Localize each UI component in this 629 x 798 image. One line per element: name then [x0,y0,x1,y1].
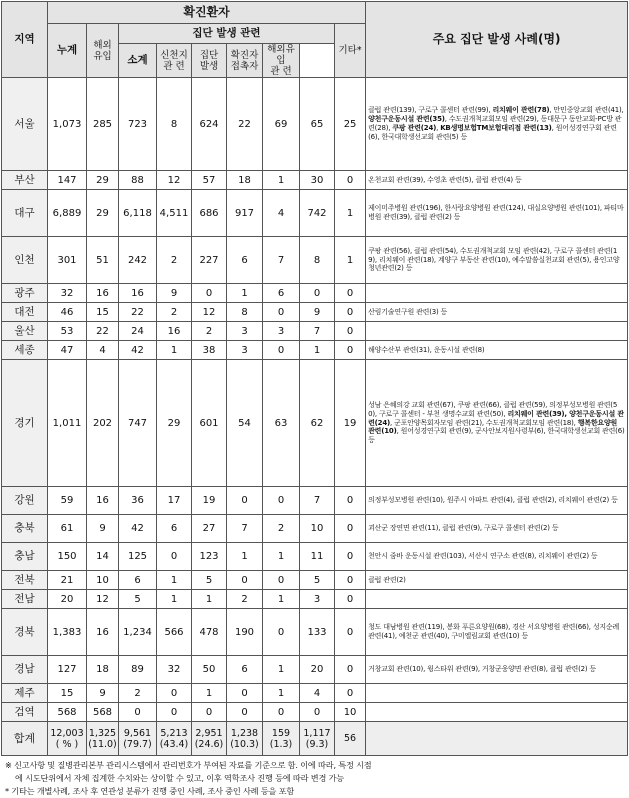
case-segment: , 군포안양목회자모임 관련(21), 수도권개척교회모임 관련(18), [390,418,578,427]
shincheonji-cell: 9 [157,284,192,303]
case-segment-bold: 행복한요양원 관련(10) [368,418,618,436]
case-segment: 의정부성모병원 관련(10), 원주시 아파트 관련(4), 클럽 관련(2), 리치웨이 관련(2) 등 [368,496,618,505]
other-cell: 133 [300,609,335,656]
total-cell: 301 [48,237,87,284]
overseas-cell: 29 [87,190,119,237]
subtotal-cell: 22 [119,303,157,322]
cases-cell [366,656,628,684]
shincheonji-cell: 1 [157,571,192,590]
subtotal-cell: 24 [119,322,157,341]
header-other: 기타* [335,24,366,78]
overseas-rel-cell: 6 [263,284,300,303]
region-cell: 충남 [2,543,48,571]
case-segment: , [436,124,441,132]
contact-cell: 0 [227,703,263,722]
other-cell: 7 [300,322,335,341]
subtotal-cell: 723 [119,78,157,171]
table-row [2,609,628,656]
case-segment: 클럽 관련(2) [368,575,406,584]
overseas-cell: 29 [87,171,119,190]
table-row [2,360,628,487]
cases-cell [366,341,628,360]
overseas-rel-cell: 0 [263,341,300,360]
contact-cell: 8 [227,303,263,322]
group-cell: 123 [192,543,227,571]
case-segment: , 원어성경연구회 관련(6), 한국대학생선교회 관련(5) 등 [368,124,617,141]
new-cell: 0 [335,487,366,515]
contact-cell: 0 [227,684,263,703]
group-cell: 1 [192,590,227,609]
region-cell: 인천 [2,237,48,284]
total-cell: 47 [48,341,87,360]
subtotal-cell: 6,118 [119,190,157,237]
other-cell: 1 [300,341,335,360]
cases-cell [366,78,628,171]
overseas-cell: 9 [87,684,119,703]
overseas-cell: 15 [87,303,119,322]
new-cell: 0 [335,303,366,322]
new-cell: 0 [335,684,366,703]
case-segment: , 만민중앙교회 관련(41), [549,106,624,115]
other-cell: 8 [300,237,335,284]
group-cell: 5 [192,571,227,590]
overseas-cell: 12 [87,590,119,609]
total-label: 합계 [2,722,48,756]
cases-cell [366,487,628,515]
new-cell: 1 [335,237,366,284]
overseas-rel-cell: 1 [263,684,300,703]
cases-cell [366,360,628,487]
contact-cell: 6 [227,656,263,684]
total-cases-cell [366,722,628,756]
shincheonji-cell: 1 [157,590,192,609]
total-cell: 127 [48,656,87,684]
subtotal-cell: 36 [119,487,157,515]
overseas-cell: 22 [87,322,119,341]
total-cell: 1,383 [48,609,87,656]
table-row [2,171,628,190]
region-cell: 경북 [2,609,48,656]
group-cell: 57 [192,171,227,190]
cases-cell [366,190,628,237]
new-cell: 0 [335,571,366,590]
header-region: 지역 [2,2,48,78]
overseas-rel-cell: 0 [263,487,300,515]
cases-cell [366,237,628,284]
overseas-rel-cell: 1 [263,543,300,571]
total-cell: 21 [48,571,87,590]
overseas-cell: 285 [87,78,119,171]
region-cell: 대전 [2,303,48,322]
overseas-cell: 16 [87,609,119,656]
table-row [2,322,628,341]
total-cell: 15 [48,684,87,703]
cases-cell [366,703,628,722]
shincheonji-cell: 8 [157,78,192,171]
case-segment: 거창교회 관련(10), 윙스타워 관련(9), 거창군웅양면 관련(8), 클럽 관련(2) 등 [368,665,596,674]
new-cell: 1 [335,190,366,237]
contact-cell: 6 [227,237,263,284]
table-body [2,78,628,756]
header-subtotal: 소계 [119,44,157,78]
overseas-cell: 16 [87,284,119,303]
cases-cell [366,303,628,322]
table-row [2,190,628,237]
subtotal-cell: 89 [119,656,157,684]
new-cell: 0 [335,609,366,656]
document [1,1,627,798]
table-row [2,515,628,543]
group-cell: 1 [192,684,227,703]
subtotal-cell: 747 [119,360,157,487]
header-confirmed: 확진환자 [48,2,366,24]
group-cell: 601 [192,360,227,487]
shincheonji-cell: 12 [157,171,192,190]
case-segment-bold: 리치웨이 관련(39), 양천구운동시설 관련(24) [368,409,624,427]
table-row [2,590,628,609]
shincheonji-cell: 0 [157,703,192,722]
case-segment: 산림기술연구원 관련(3) 등 [368,307,448,316]
total-cell: 61 [48,515,87,543]
cases-cell [366,515,628,543]
case-segment: 성남 은혜의강 교회 관련(67), 쿠팡 관련(66), 클럽 관련(59), 의정부성모병원 관련(50), 구로구 콜센터 - 부천 생명수교회 관련(50), [368,400,618,418]
new-cell: 25 [335,78,366,171]
overseas-rel-cell: 0 [263,703,300,722]
header-overseas: 해외 유입 [87,24,119,78]
cases-cell [366,284,628,303]
shincheonji-cell: 16 [157,322,192,341]
header-cluster: 집단 발생 관련 [119,24,335,44]
case-segment: 온천교회 관련(39), 수영초 관련(5), 클럽 관련(4) 등 [368,175,522,184]
case-segment-bold: 양천구운동시설 관련(35) [368,115,445,124]
contact-cell: 7 [227,515,263,543]
group-cell: 478 [192,609,227,656]
subtotal-cell: 88 [119,171,157,190]
table-row [2,284,628,303]
total-row [2,722,628,756]
shincheonji-cell: 0 [157,543,192,571]
table-row [2,543,628,571]
total-subtotal-cell: 9,561 (79.7) [119,722,157,756]
overseas-cell: 4 [87,341,119,360]
case-segment: 해양수산부 관련(31), 운동시설 관련(8) [368,345,485,354]
region-cell: 전북 [2,571,48,590]
case-segment: 제이미주병원 관련(196), 한사랑요양병원 관련(124), 대실요양병원 관련(101), 파티마병원 관련(39), 클럽 관련(2) 등 [368,204,624,221]
total-new-cell: 56 [335,722,366,756]
cases-cell [366,571,628,590]
subtotal-cell: 5 [119,590,157,609]
shincheonji-cell: 2 [157,303,192,322]
overseas-rel-cell: 4 [263,190,300,237]
group-cell: 624 [192,78,227,171]
total-overseas-cell: 1,325 (11.0) [87,722,119,756]
subtotal-cell: 0 [119,703,157,722]
contact-cell: 1 [227,284,263,303]
overseas-cell: 51 [87,237,119,284]
subtotal-cell: 42 [119,341,157,360]
contact-cell: 190 [227,609,263,656]
group-cell: 27 [192,515,227,543]
case-segment: 청도 대남병원 관련(119), 봉화 푸른요양원(68), 경산 서요양병원 관련(66), 성지순례 관련(41), 예천군 관련(40), 구미엘림교회 관련(10) 등 [368,623,620,640]
group-cell: 19 [192,487,227,515]
header-shincheonji: 신천지 관 련 [157,44,192,78]
group-cell: 0 [192,284,227,303]
confirmed-cases-table [1,1,628,756]
total-cell: 568 [48,703,87,722]
group-cell: 0 [192,703,227,722]
subtotal-cell: 42 [119,515,157,543]
region-cell: 광주 [2,284,48,303]
contact-cell: 0 [227,487,263,515]
case-segment-bold: KB생명보험TM보험대리점 관련(13) [440,124,552,132]
table-row [2,78,628,171]
other-cell: 7 [300,487,335,515]
group-cell: 50 [192,656,227,684]
contact-cell: 2 [227,590,263,609]
other-cell: 9 [300,303,335,322]
shincheonji-cell: 6 [157,515,192,543]
other-cell: 65 [300,78,335,171]
header-total: 누계 [48,24,87,78]
new-cell: 0 [335,341,366,360]
new-cell: 0 [335,590,366,609]
new-cell: 0 [335,543,366,571]
subtotal-cell: 6 [119,571,157,590]
case-segment-bold: 리치웨이 관련(78) [492,106,550,115]
case-segment: 클럽 관련(139), 구로구 콜센터 관련(99), [368,106,493,115]
other-cell: 3 [300,590,335,609]
group-cell: 12 [192,303,227,322]
case-segment: , 수도권개척교회모임 관련(29), 동대문구 동안교회-PC방 관련(28), [368,115,622,132]
overseas-cell: 202 [87,360,119,487]
header-group: 집단 발생 [192,44,227,78]
shincheonji-cell: 0 [157,684,192,703]
overseas-cell: 10 [87,571,119,590]
subtotal-cell: 16 [119,284,157,303]
contact-cell: 917 [227,190,263,237]
overseas-rel-cell: 1 [263,656,300,684]
shincheonji-cell: 29 [157,360,192,487]
case-segment: 쿠팡 관련(56), 클럽 관련(54), 수도권개척교회 모임 관련(42), 구로구 콜센터 관련(19), 리치웨이 관련(18), 계양구 부동산 관련(10), 예수말씀실천교회 관련(5), 용인고양청년관련(2) 등 [368,246,620,273]
overseas-rel-cell: 69 [263,78,300,171]
contact-cell: 1 [227,543,263,571]
contact-cell: 3 [227,322,263,341]
new-cell: 0 [335,284,366,303]
shincheonji-cell: 4,511 [157,190,192,237]
region-cell: 제주 [2,684,48,703]
total-cell: 6,889 [48,190,87,237]
new-cell: 19 [335,360,366,487]
total-cell: 20 [48,590,87,609]
region-cell: 전남 [2,590,48,609]
cases-cell [366,590,628,609]
total-cell: 1,011 [48,360,87,487]
subtotal-cell: 242 [119,237,157,284]
new-cell: 0 [335,515,366,543]
table-row [2,571,628,590]
subtotal-cell: 1,234 [119,609,157,656]
table-row [2,237,628,284]
cases-cell [366,322,628,341]
overseas-cell: 14 [87,543,119,571]
overseas-rel-cell: 3 [263,322,300,341]
other-cell: 742 [300,190,335,237]
overseas-rel-cell: 0 [263,571,300,590]
new-cell: 0 [335,322,366,341]
shincheonji-cell: 32 [157,656,192,684]
region-cell: 강원 [2,487,48,515]
total-cell: 150 [48,543,87,571]
footnote-1-cont: 에 시도단위에서 자체 집계한 수치와는 상이할 수 있고, 이후 역학조사 진행 등에 따라 변경 가능 [15,773,344,783]
new-cell: 0 [335,656,366,684]
case-segment: 괴산군 장연면 관련(11), 클럽 관련(9), 구로구 콜센터 관련(2) 등 [368,524,559,533]
overseas-rel-cell: 0 [263,303,300,322]
header-contact: 확진자 접촉자 [227,44,263,78]
total-other-cell: 1,117 (9.3) [300,722,335,756]
table-row [2,303,628,322]
cases-cell [366,609,628,656]
case-segment: , 원어성경연구회 관련(9), 군사안보지원사령부(6), 한국대학생선교회 관련(6) 등 [368,427,625,445]
other-cell: 11 [300,543,335,571]
region-cell: 부산 [2,171,48,190]
overseas-rel-cell: 2 [263,515,300,543]
total-cell: 147 [48,171,87,190]
table-row [2,341,628,360]
total-cell: 53 [48,322,87,341]
other-cell: 0 [300,703,335,722]
total-cell: 59 [48,487,87,515]
shincheonji-cell: 566 [157,609,192,656]
header-cases: 주요 집단 발생 사례(명) [366,2,628,78]
total-total-cell: 12,003 ( % ) [48,722,87,756]
table-row [2,656,628,684]
contact-cell: 18 [227,171,263,190]
cases-cell [366,684,628,703]
contact-cell: 54 [227,360,263,487]
shincheonji-cell: 2 [157,237,192,284]
other-cell: 5 [300,571,335,590]
overseas-rel-cell: 1 [263,171,300,190]
other-cell: 30 [300,171,335,190]
group-cell: 2 [192,322,227,341]
cases-cell [366,171,628,190]
total-overseas-rel-cell: 159 (1.3) [263,722,300,756]
other-cell: 62 [300,360,335,487]
contact-cell: 0 [227,571,263,590]
total-cell: 32 [48,284,87,303]
total-contact-cell: 1,238 (10.3) [227,722,263,756]
total-cell: 1,073 [48,78,87,171]
table-row [2,703,628,722]
other-cell: 10 [300,515,335,543]
other-cell: 20 [300,656,335,684]
group-cell: 38 [192,341,227,360]
other-cell: 0 [300,284,335,303]
table-row [2,684,628,703]
new-cell: 10 [335,703,366,722]
group-cell: 227 [192,237,227,284]
region-cell: 경기 [2,360,48,487]
other-cell: 4 [300,684,335,703]
shincheonji-cell: 1 [157,341,192,360]
subtotal-cell: 125 [119,543,157,571]
region-cell: 세종 [2,341,48,360]
region-cell: 대구 [2,190,48,237]
cases-cell [366,543,628,571]
group-cell: 686 [192,190,227,237]
region-cell: 경남 [2,656,48,684]
overseas-cell: 9 [87,515,119,543]
new-cell: 0 [335,171,366,190]
table-row [2,487,628,515]
overseas-rel-cell: 0 [263,609,300,656]
region-cell: 서울 [2,78,48,171]
total-shincheonji-cell: 5,213 (43.4) [157,722,192,756]
overseas-rel-cell: 7 [263,237,300,284]
contact-cell: 3 [227,341,263,360]
subtotal-cell: 2 [119,684,157,703]
shincheonji-cell: 17 [157,487,192,515]
footnote-1: ※ 신고사항 및 질병관리본부 관리시스템에서 관리번호가 부여된 자료를 기준으로 함. 이에 따라, 특정 시점 [5,760,372,770]
region-cell: 울산 [2,322,48,341]
overseas-rel-cell: 1 [263,590,300,609]
case-segment: 천안시 줌바 운동시설 관련(103), 서산시 연구소 관련(8), 리치웨이 관련(2) 등 [368,552,598,561]
footnote-2: * 기타는 개별사례, 조사 후 연관성 분류가 진행 중인 사례, 조사 중인 사례 등을 포함 [5,786,295,796]
case-segment-bold: 쿠팡 관련(24) [392,124,437,132]
total-cell: 46 [48,303,87,322]
region-cell: 검역 [2,703,48,722]
region-cell: 충북 [2,515,48,543]
header-overseas-related: 해외유입 관 련 [263,44,300,78]
overseas-rel-cell: 63 [263,360,300,487]
overseas-cell: 18 [87,656,119,684]
contact-cell: 22 [227,78,263,171]
overseas-cell: 568 [87,703,119,722]
overseas-cell: 16 [87,487,119,515]
total-group-cell: 2,951 (24.6) [192,722,227,756]
